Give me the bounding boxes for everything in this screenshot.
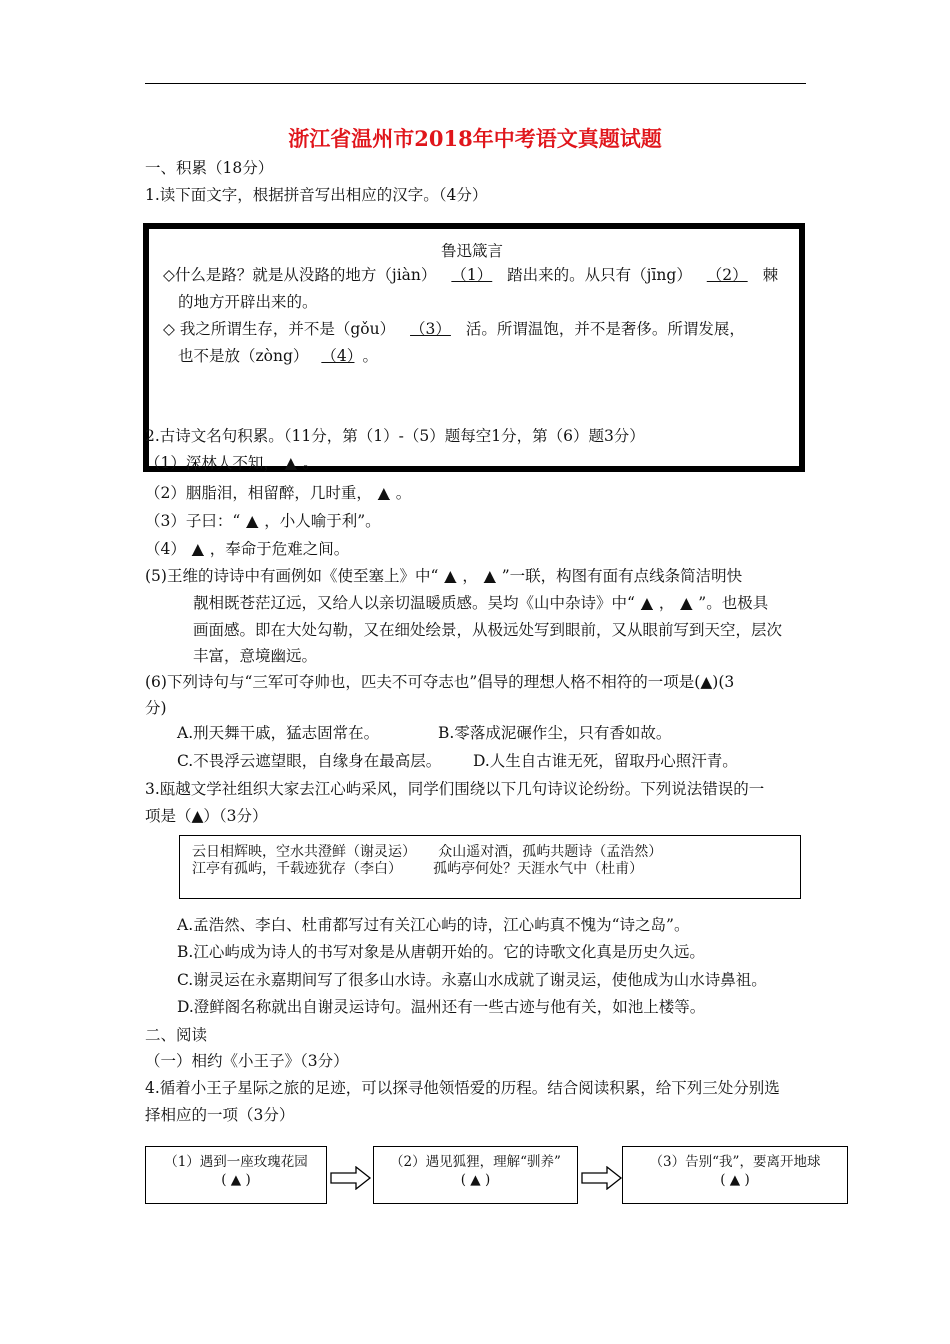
question-text: ，小人喻于利”。 [264,512,381,530]
question-text: ， [658,594,675,612]
question-2-1 [145,452,318,474]
blank-1[interactable]: （1） [451,266,493,284]
question-text: 。 [302,454,319,472]
question-3-line-1: 3.瓯越文学社组织大家去江心屿采风，同学们围绕以下几句诗议论纷纷。下列说法错误的一 [145,780,765,798]
subsection-heading: （一）相约《小王子》（3分） [145,1052,349,1070]
question-text: （2）胭脂泪，相留醉，几时重， [145,484,372,502]
question-2-5-line-2 [193,592,768,614]
option-2-6-C[interactable]: C.不畏浮云遮望眼，自缘身在最高层。 [177,752,442,770]
question-text: ， [462,567,478,585]
quote-box-heading: 鲁迅箴言 [441,242,504,260]
question-text: （4） [145,540,186,558]
question-text: ”一联，构图有面有点线条简洁明快 [501,567,743,585]
answer-blank[interactable]: ▲ [246,512,259,530]
flow-step-2 [373,1146,578,1204]
flow-arrow-icon [581,1166,623,1190]
question-2: 2.古诗文名句积累。（11分，第（1）-（5）题每空1分，第（6）题3分） [145,427,645,445]
option-3-C[interactable]: C.谢灵运在永嘉期间写了很多山水诗。永嘉山水成就了谢灵运，使他成为山水诗鼻祖。 [177,971,767,989]
question-text: （3）子曰：“ [145,512,241,530]
question-2-6-line-1: (6)下列诗句与“三军可夺帅也，匹夫不可夺志也”倡导的理想人格不相符的一项是(▲)(3 [145,673,735,691]
question-2-5-line-1 [145,565,742,587]
poem-line-2: 江亭有孤屿，千载迹犹存（李白） 孤屿亭何处？天涯水气中（杜甫） [192,861,644,877]
flow-step-label: （2）遇见狐狸，理解“驯养” [390,1154,561,1170]
quote-text: 活。所谓温饱，并不是奢侈。所谓发展， [465,320,745,338]
question-2-2 [145,482,411,504]
question-text: 靓相既苍茫辽远，又给人以亲切温暖质感。吴均《山中杂诗》中“ [193,594,635,612]
option-2-6-B[interactable]: B.零落成泥碾作尘，只有香如故。 [438,724,672,742]
option-3-B[interactable]: B.江心屿成为诗人的书写对象是从唐朝开始的。它的诗歌文化真是历史久远。 [177,943,705,961]
quote-text: 也不是放（zòng） [178,347,309,365]
question-4-line-1: 4.循着小王子星际之旅的足迹，可以探寻他领悟爱的历程。结合阅读积累，给下列三处分别选 [145,1079,780,1097]
question-2-6-line-2: 分) [145,699,167,717]
answer-blank[interactable]: ▲ [444,567,457,585]
question-3-line-2: 项是（▲）（3分） [145,807,268,825]
poem-line-1: 云日相辉映，空水共澄鲜（谢灵运） 众山遥对酒，孤屿共题诗（孟浩然） [192,844,663,860]
question-4-line-2: 择相应的一项（3分） [145,1106,295,1124]
quote-text: ◇什么是路？就是从没路的地方（jiàn） [163,266,437,284]
flow-step-1 [145,1146,327,1204]
answer-blank[interactable]: ▲ [377,484,390,502]
blank-4[interactable]: （4） [321,347,355,365]
page-title: 浙江省温州市2018年中考语文真题试题 [288,126,662,151]
flow-step-label: （3）告别“我”，要离开地球 [649,1154,821,1170]
blank-3[interactable]: （3） [410,320,451,338]
answer-blank[interactable]: ▲ [284,454,297,472]
quote-line-1 [163,264,778,286]
question-2-3 [145,510,381,532]
answer-blank[interactable]: ▲ [640,594,653,612]
flow-arrow-icon [330,1166,372,1190]
option-3-D[interactable]: D.澄鲜阁名称就出自谢灵运诗句。温州还有一些古迹与他有关，如池上楼等。 [177,998,706,1016]
question-2-4 [145,538,349,560]
quote-line-3 [163,318,745,340]
question-1: 1.读下面文字，根据拼音写出相应的汉字。（4分） [145,186,488,204]
section-heading-reading: 二、阅读 [145,1026,208,1044]
option-3-A[interactable]: A.孟浩然、李白、杜甫都写过有关江心屿的诗，江心屿真不愧为“诗之岛”。 [177,916,690,934]
answer-blank[interactable]: ▲ [483,567,496,585]
option-2-6-D[interactable]: D.人生自古谁无死，留取丹心照汗青。 [473,752,738,770]
quote-text: 。 [362,347,378,365]
quote-line-2: 的地方开辟出来的。 [178,293,318,311]
blank-2[interactable]: （2） [706,266,748,284]
quote-text: 踏出来的。从只有（jīng） [507,266,692,284]
question-2-5-line-4: 丰富，意境幽远。 [193,647,318,665]
quote-line-4 [178,345,378,367]
answer-blank[interactable]: ▲ [680,594,693,612]
quote-text: 棘 [762,266,779,284]
option-2-6-A[interactable]: A.刑天舞干戚，猛志固常在。 [177,724,380,742]
flow-step-answer[interactable]: ( ▲ ) [460,1172,491,1188]
question-text: ”。也极具 [698,594,769,612]
section-heading-accumulation: 一、积累（18分） [145,159,274,177]
flow-step-answer[interactable]: ( ▲ ) [720,1172,750,1188]
top-rule [145,83,806,84]
question-2-5-line-3: 画面感。即在大处勾勒，又在细处绘景，从极远处写到眼前，又从眼前写到天空，层次 [193,621,783,639]
question-text: (5)王维的诗诗中有画例如《使至塞上》中“ [145,567,439,585]
flow-step-answer[interactable]: ( ▲ ) [221,1172,251,1188]
question-text: 。 [395,484,412,502]
answer-blank[interactable]: ▲ [191,540,204,558]
flow-step-label: （1）遇到一座玫瑰花园 [164,1154,308,1170]
quote-text: ◇ 我之所谓生存，并不是（gǒu） [163,320,396,338]
question-text: ，奉命于危难之间。 [209,540,350,558]
flow-step-3 [622,1146,848,1204]
question-text: （1）深林人不知， [145,454,279,472]
